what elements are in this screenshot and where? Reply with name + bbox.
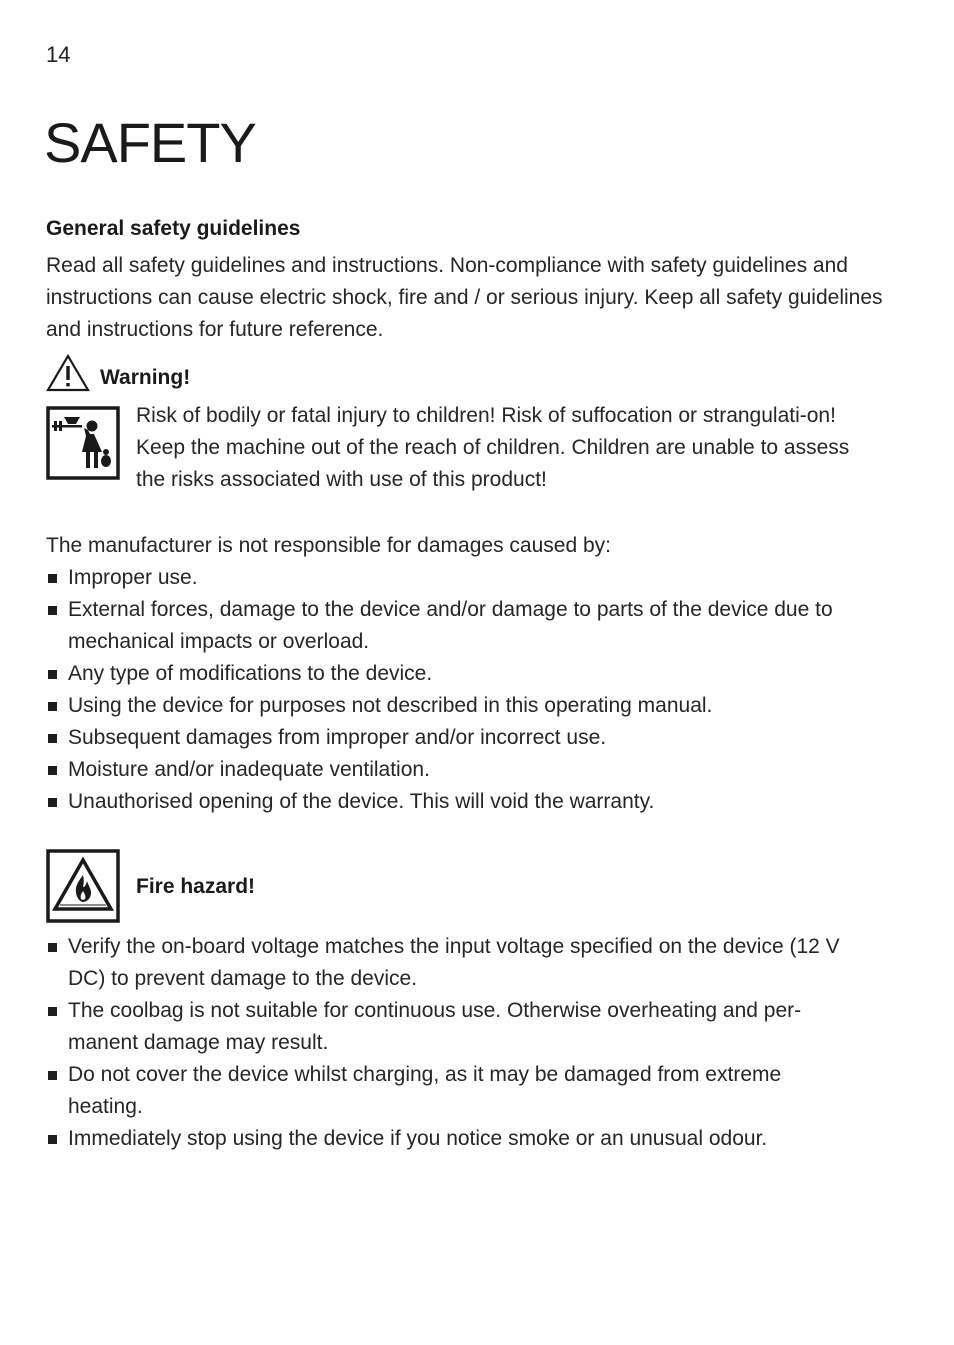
list-item: Verify the on-board voltage matches the input voltage specified on the device (12 V DC) to prevent damage to the device.: [46, 931, 846, 995]
general-guidelines-text: Read all safety guidelines and instructions. Non-compliance with safety guidelines and instructions can cause electric shock, fire and / or serious injury. Keep all safety guidelines and instructions for future reference.: [46, 254, 883, 341]
manufacturer-list: [46, 562, 866, 818]
list-item: Any type of modifications to the device.: [46, 658, 866, 690]
warning-triangle-icon: [46, 354, 90, 392]
page-number: 14: [46, 42, 71, 67]
list-item: External forces, damage to the device and/or damage to parts of the device due to mechanical impacts or overload.: [46, 594, 866, 658]
warning-header: [46, 352, 190, 392]
list-item: Improper use.: [46, 562, 866, 594]
section-heading-general: General safety guidelines: [46, 217, 301, 240]
keep-away-from-children-icon: [46, 406, 120, 480]
list-item: Moisture and/or inadequate ventilation.: [46, 754, 866, 786]
page-title: SAFETY: [44, 111, 256, 174]
list-item: Using the device for purposes not described in this operating manual.: [46, 690, 866, 722]
list-item: Immediately stop using the device if you notice smoke or an unusual odour.: [46, 1123, 846, 1155]
fire-hazard-label: Fire hazard!: [136, 875, 256, 898]
fire-hazard-icon: [46, 849, 120, 923]
list-item: Unauthorised opening of the device. This will void the warranty.: [46, 786, 866, 818]
list-item: Subsequent damages from improper and/or incorrect use.: [46, 722, 866, 754]
list-item: Do not cover the device whilst charging, as it may be damaged from extreme heating.: [46, 1059, 846, 1123]
list-item: The coolbag is not suitable for continuous use. Otherwise overheating and per-manent damage may result.: [46, 995, 846, 1059]
manufacturer-intro: The manufacturer is not responsible for damages caused by:: [46, 534, 611, 557]
child-warning-text: Risk of bodily or fatal injury to children! Risk of suffocation or strangulati-on! Keep the machine out of the reach of children. Children are unable to assess the risks associated with use of this product!: [136, 404, 850, 491]
warning-label: Warning!: [100, 366, 191, 389]
fire-hazard-list: [46, 931, 846, 1155]
